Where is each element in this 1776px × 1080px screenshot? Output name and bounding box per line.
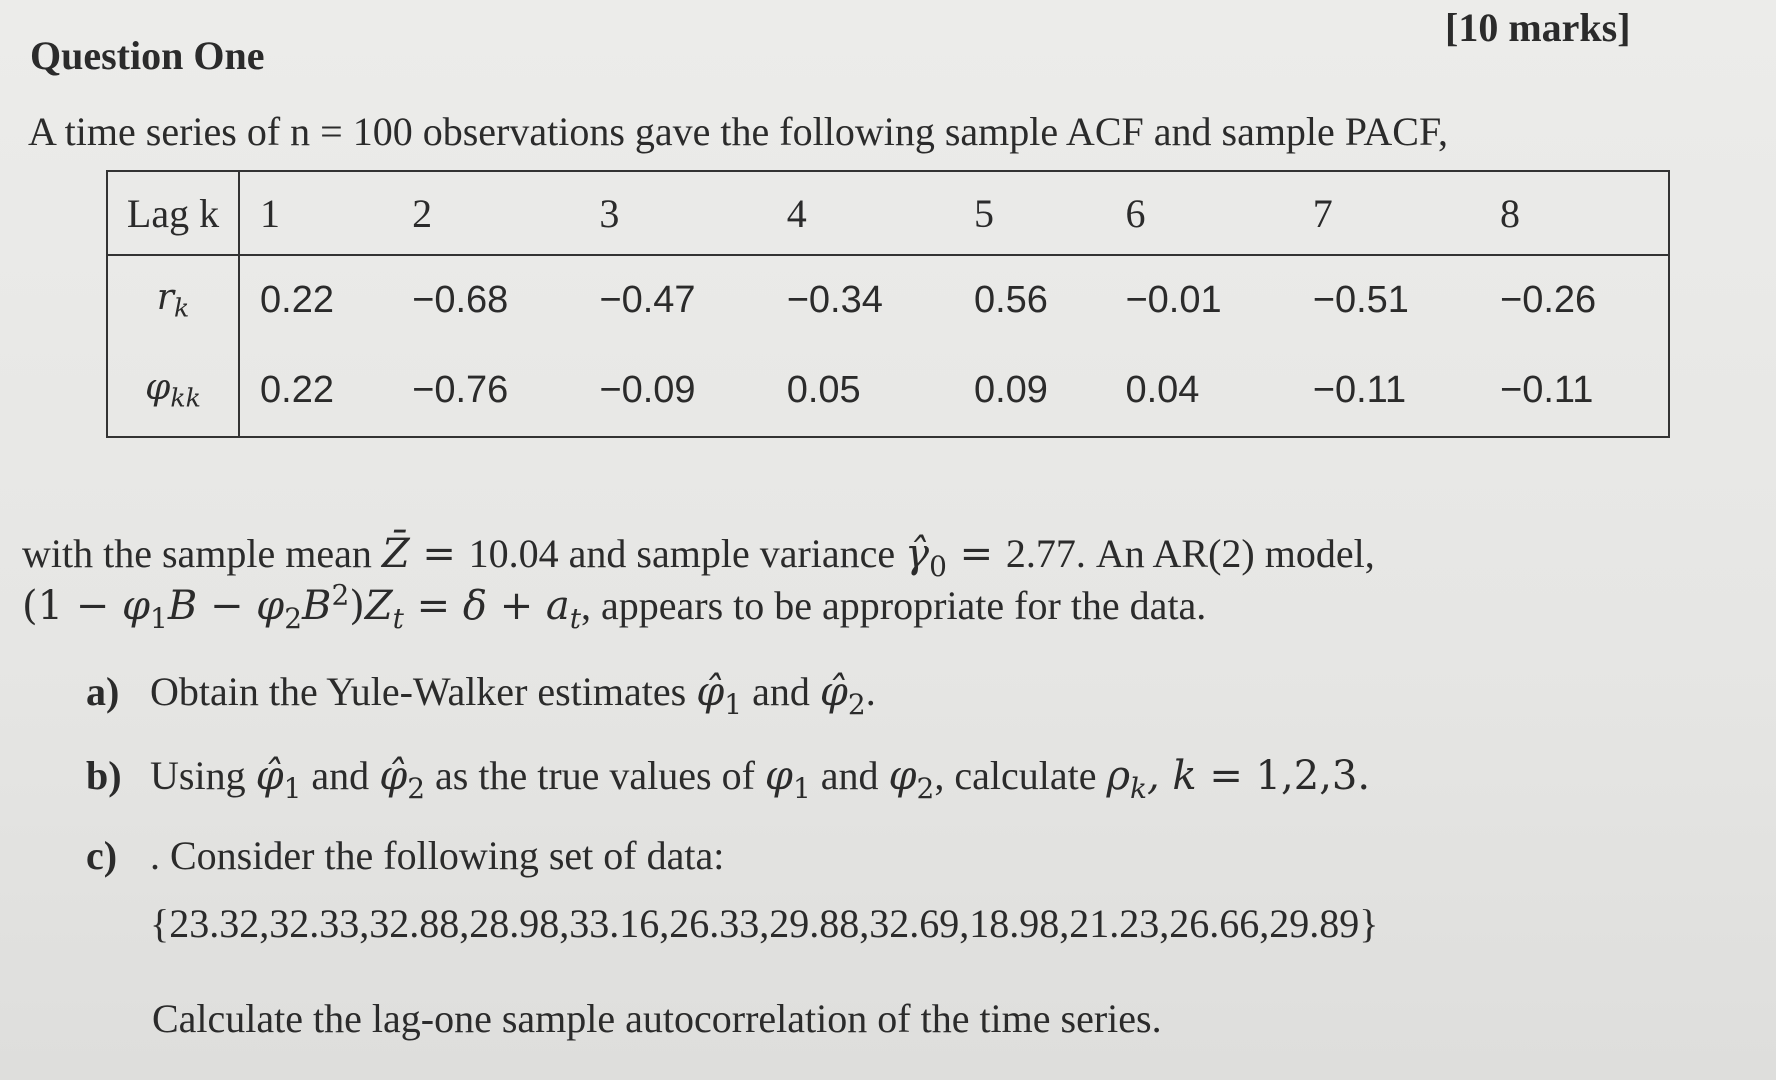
acf-symbol: r — [156, 277, 174, 319]
acf-value: −0.51 — [1312, 278, 1409, 321]
marks-label: [10 marks] — [1445, 5, 1631, 50]
lag-cell: 1 — [239, 171, 392, 255]
intro-text: A time series of n = 100 observations gave the following sample ACF and sample PACF, — [28, 109, 1448, 154]
model-paragraph: $(1 - \varphi_1B - \varphi_2B^2)Z_t = \delta + a_t$, appears to be appropriate for the data. — [22, 578, 1207, 635]
mean-symbol: Z̄ — [381, 531, 410, 577]
lag-cell: 5 — [954, 171, 1106, 255]
sample-variance-value: 2.77 — [1005, 531, 1076, 576]
acf-value: −0.01 — [1125, 278, 1222, 321]
pacf-value: 0.09 — [973, 368, 1048, 411]
part-a: a) Obtain the Yule-Walker estimates $\varphî_1$ and $\varphî_2$. — [86, 669, 876, 721]
sample-stats-paragraph: with the sample mean Z̄ = 10.04 and sample variance $\gammâ_0 = 2.77$. An AR(2) model, — [22, 531, 1375, 583]
part-b-label: b) — [86, 753, 122, 798]
final-instruction: Calculate the lag-one sample autocorrelation of the time series. — [152, 996, 1162, 1041]
dataset-values: {23.32,32.33,32.88,28.98,33.16,26.33,29.88,32.69,18.98,21.23,26.66,29.89} — [150, 901, 1379, 946]
acf-row-label — [107, 255, 239, 344]
table-row-pacf — [107, 344, 1669, 437]
lag-header: Lag k — [107, 171, 239, 255]
pacf-value: −0.09 — [599, 368, 696, 411]
lag-cell: 3 — [579, 171, 766, 255]
pacf-value: −0.11 — [1500, 368, 1594, 411]
question-heading: Question One — [30, 33, 265, 78]
pacf-value: −0.76 — [412, 368, 509, 411]
pacf-value: −0.11 — [1312, 368, 1407, 411]
lag-cell: 4 — [767, 171, 954, 255]
acf-pacf-table — [106, 170, 1670, 438]
table-header-row — [107, 171, 1669, 255]
sample-mean-value: 10.04 — [468, 531, 559, 576]
acf-value: −0.34 — [786, 278, 883, 321]
acf-value: −0.26 — [1500, 278, 1597, 321]
lag-cell: 6 — [1105, 171, 1292, 255]
acf-value: 0.22 — [260, 278, 334, 321]
pacf-value: 0.22 — [260, 368, 334, 411]
part-c-label: c) — [86, 833, 118, 878]
ar2-equation: $(1 - \varphi_1B - \varphi_2B^2)Z_t = \delta + a_t$ — [22, 578, 582, 635]
variance-symbol: $\gammâ_0$ — [905, 531, 947, 583]
acf-subscript: k — [173, 293, 190, 323]
lag-cell: 8 — [1480, 171, 1669, 255]
pacf-row-label — [107, 344, 239, 437]
pacf-symbol: φ — [145, 367, 171, 409]
part-c: c) . Consider the following set of data: — [86, 833, 725, 878]
acf-value: 0.56 — [973, 278, 1048, 321]
lag-cell: 2 — [392, 171, 579, 255]
part-b: b) Using $\varphî_1$ and $\varphî_2$ as the true values of $\varphi_1$ and $\varphi_2$, calculate $\rho_k$, k = 1,2,3. — [86, 753, 1371, 805]
lag-cell: 7 — [1293, 171, 1480, 255]
acf-value: −0.47 — [599, 278, 696, 321]
part-a-label: a) — [86, 669, 120, 714]
acf-value: −0.68 — [412, 278, 509, 321]
pacf-subscript: kk — [170, 383, 201, 413]
table-row-acf — [107, 255, 1669, 344]
pacf-value: 0.05 — [786, 368, 861, 411]
pacf-value: 0.04 — [1125, 368, 1200, 411]
